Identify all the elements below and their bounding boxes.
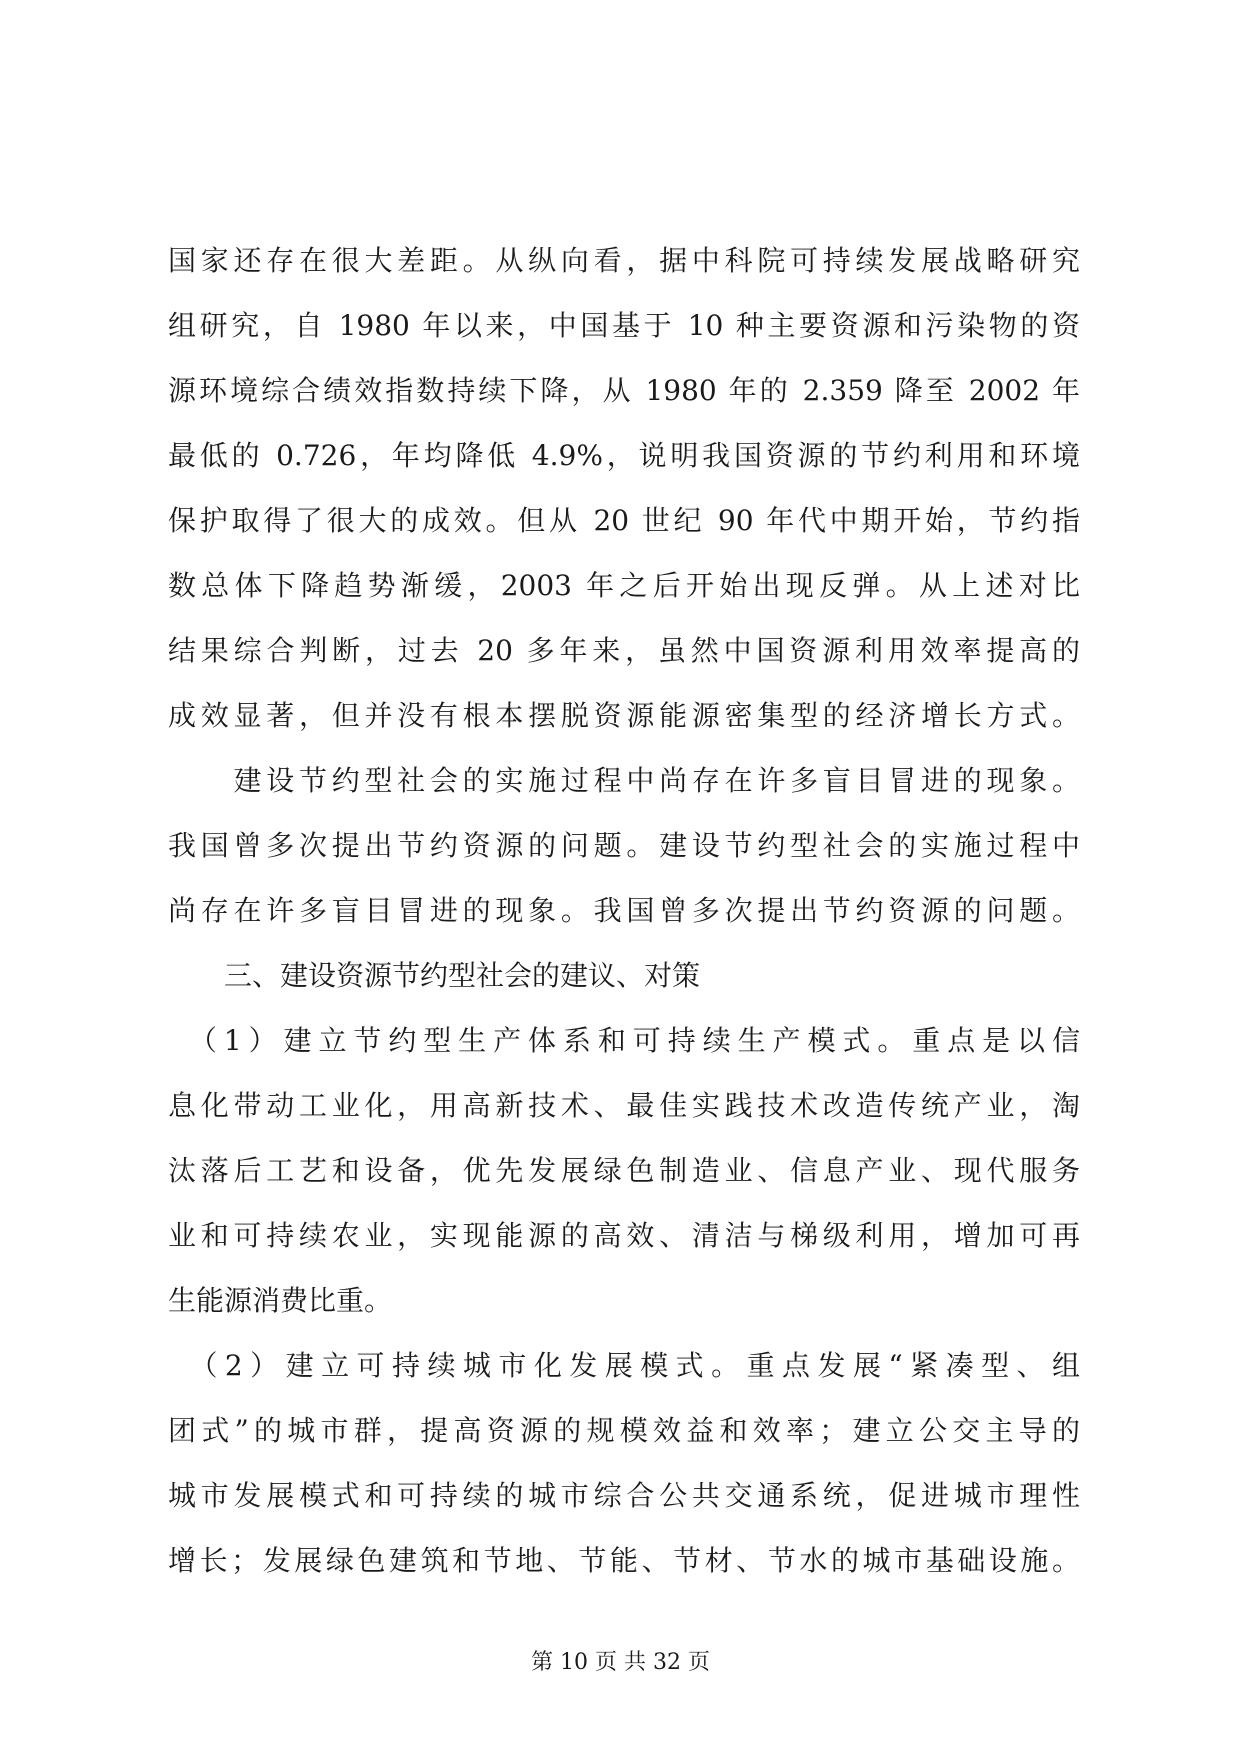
page-number: 第 10 页 共 32 页 xyxy=(531,1650,710,1675)
text-line: 增长；发展绿色建筑和节地、节能、节材、节水的城市基础设施。 xyxy=(168,1544,1080,1577)
text-line: 团式”的城市群，提高资源的规模效益和效率；建立公交主导的 xyxy=(168,1414,1080,1447)
text-line: 建设节约型社会的实施过程中尚存在许多盲目冒进的现象。 xyxy=(168,764,1080,797)
body-text xyxy=(168,228,1080,1593)
text-line: 组研究，自 1980 年以来，中国基于 10 种主要资源和污染物的资 xyxy=(168,309,1080,342)
text-line: 生能源消费比重。 xyxy=(168,1284,393,1317)
page-footer xyxy=(0,1648,1241,1678)
text-line: 源环境综合绩效指数持续下降，从 1980 年的 2.359 降至 2002 年 xyxy=(168,374,1080,407)
text-line: 尚存在许多盲目冒进的现象。我国曾多次提出节约资源的问题。 xyxy=(168,894,1080,927)
text-line: 我国曾多次提出节约资源的问题。建设节约型社会的实施过程中 xyxy=(168,829,1080,862)
text-line: 国家还存在很大差距。从纵向看，据中科院可持续发展战略研究 xyxy=(168,244,1080,277)
text-line: 汰落后工艺和设备，优先发展绿色制造业、信息产业、现代服务 xyxy=(168,1154,1080,1187)
text-line: 成效显著，但并没有根本摆脱资源能源密集型的经济增长方式。 xyxy=(168,699,1080,732)
text-line: 数总体下降趋势渐缓，2003 年之后开始出现反弹。从上述对比 xyxy=(168,569,1080,602)
text-line: 结果综合判断，过去 20 多年来，虽然中国资源利用效率提高的 xyxy=(168,634,1080,667)
text-line: （1）建立节约型生产体系和可持续生产模式。重点是以信 xyxy=(168,1024,1080,1057)
text-line: 城市发展模式和可持续的城市综合公共交通系统，促进城市理性 xyxy=(168,1479,1080,1512)
text-line: （2）建立可持续城市化发展模式。重点发展“紧凑型、组 xyxy=(168,1349,1080,1382)
text-line: 业和可持续农业，实现能源的高效、清洁与梯级利用，增加可再 xyxy=(168,1219,1080,1252)
text-line: 最低的 0.726，年均降低 4.9%，说明我国资源的节约利用和环境 xyxy=(168,439,1080,472)
text-line: 保护取得了很大的成效。但从 20 世纪 90 年代中期开始，节约指 xyxy=(168,504,1080,537)
section-heading: 三、建设资源节约型社会的建议、对策 xyxy=(168,959,701,992)
text-line: 息化带动工业化，用高新技术、最佳实践技术改造传统产业，淘 xyxy=(168,1089,1080,1122)
